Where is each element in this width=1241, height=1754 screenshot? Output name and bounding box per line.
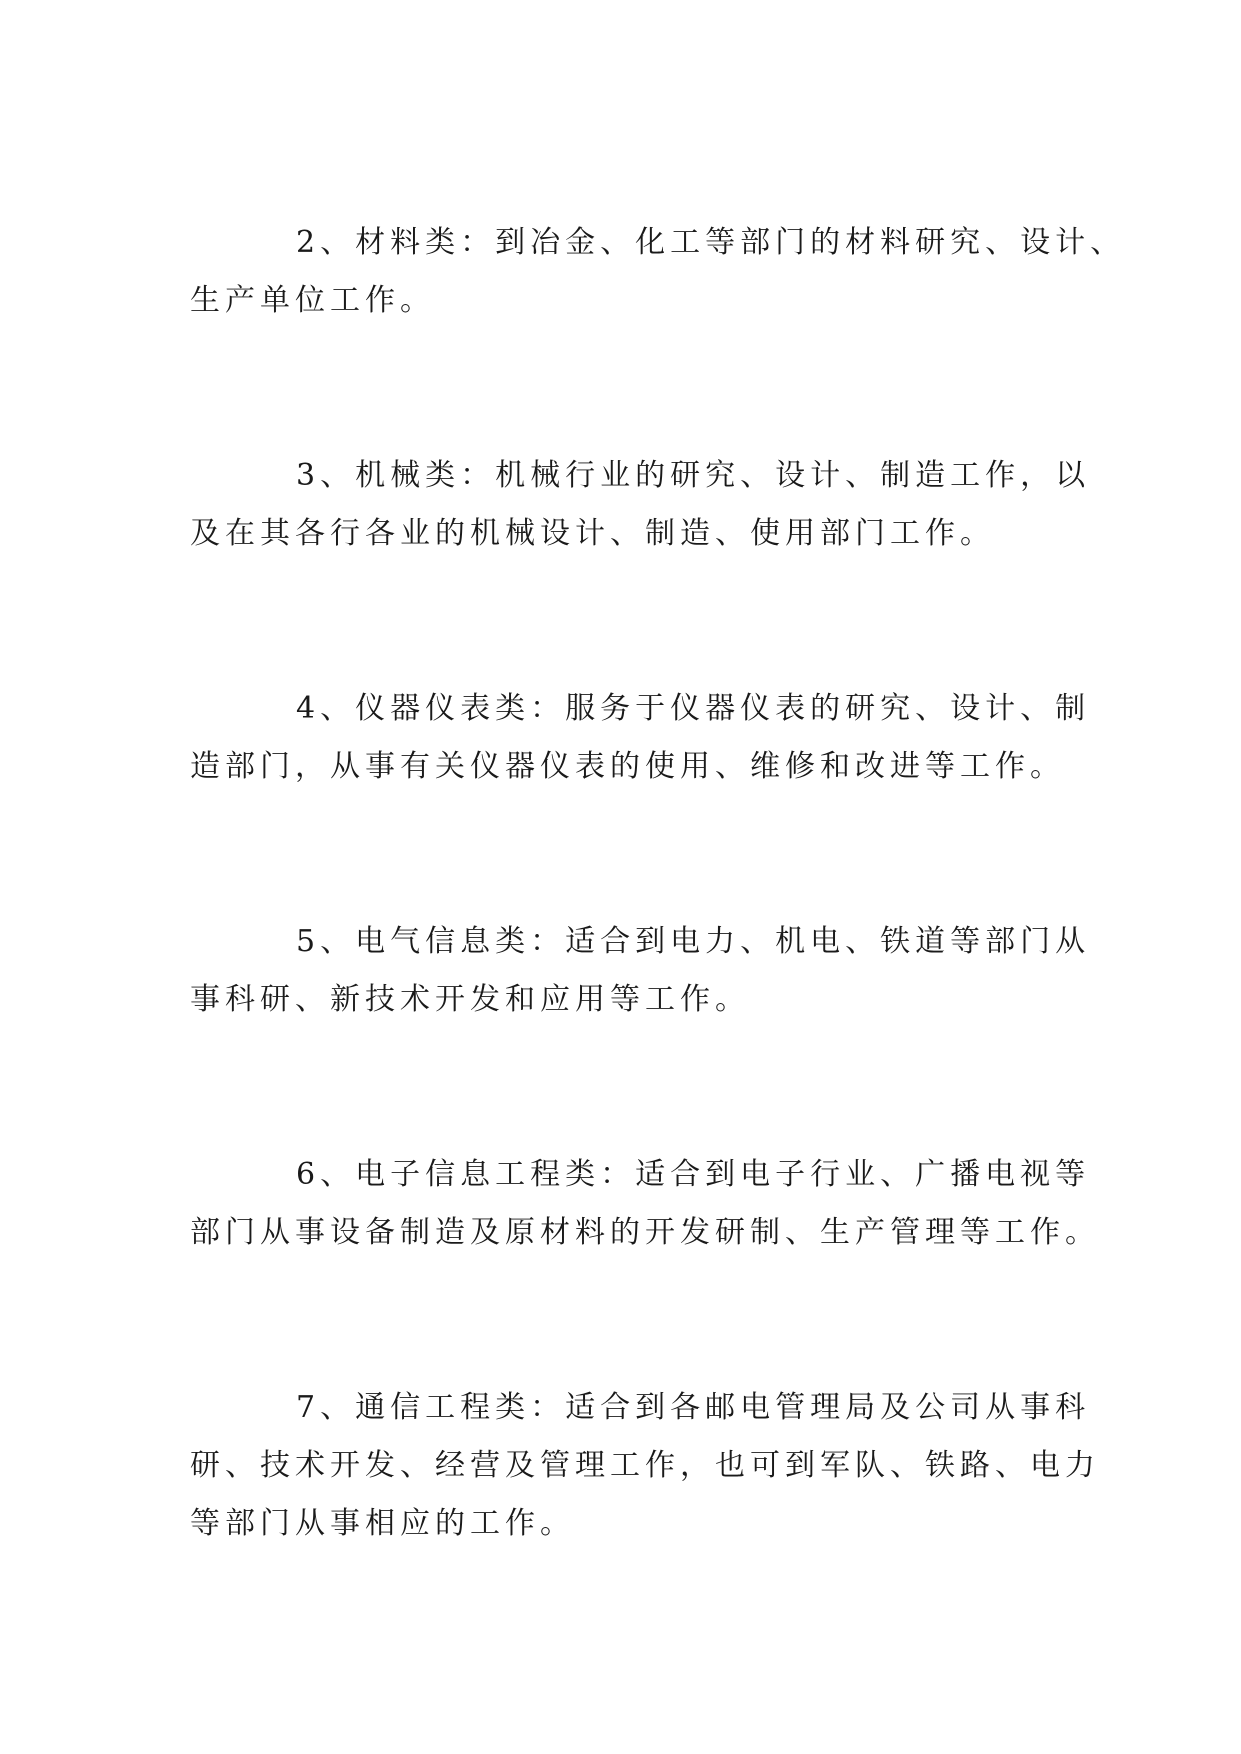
paragraph-electronic-info <box>190 1146 1100 1262</box>
paragraph-electrical-info <box>190 913 1091 1029</box>
paragraph-communication <box>190 1379 1100 1553</box>
paragraph-line: 3、机械类：机械行业的研究、设计、制造工作，以 <box>296 458 1091 493</box>
paragraph-line: 5、电气信息类：适合到电力、机电、铁道等部门从 <box>296 924 1091 959</box>
paragraph-line: 生产单位工作。 <box>190 283 435 318</box>
paragraph-line: 及在其各行各业的机械设计、制造、使用部门工作。 <box>190 516 995 551</box>
paragraph-materials <box>190 214 1126 330</box>
paragraph-line: 事科研、新技术开发和应用等工作。 <box>190 982 750 1017</box>
paragraph-line: 造部门，从事有关仪器仪表的使用、维修和改进等工作。 <box>190 749 1065 784</box>
paragraph-line: 研、技术开发、经营及管理工作，也可到军队、铁路、电力 <box>190 1448 1100 1483</box>
paragraph-line: 4、仪器仪表类：服务于仪器仪表的研究、设计、制 <box>296 691 1091 726</box>
paragraph-line: 等部门从事相应的工作。 <box>190 1506 575 1541</box>
paragraph-line: 6、电子信息工程类：适合到电子行业、广播电视等 <box>296 1157 1091 1192</box>
paragraph-instruments <box>190 680 1091 796</box>
paragraph-mechanical <box>190 447 1091 563</box>
paragraph-line: 7、通信工程类：适合到各邮电管理局及公司从事科 <box>296 1390 1091 1425</box>
paragraph-line: 部门从事设备制造及原材料的开发研制、生产管理等工作。 <box>190 1215 1100 1250</box>
paragraph-line: 2、材料类：到冶金、化工等部门的材料研究、设计、 <box>296 225 1126 260</box>
